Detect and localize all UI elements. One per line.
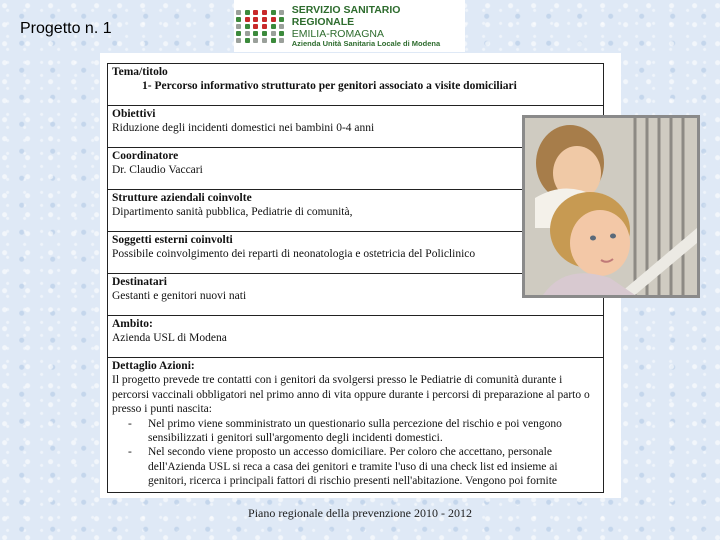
ssr-logo — [234, 0, 465, 52]
section-text: Gestanti e genitori nuovi nati — [112, 290, 247, 303]
children-illustration — [525, 118, 697, 295]
footer-text: Piano regionale della prevenzione 2010 - 2012 — [248, 506, 472, 520]
children-photo — [522, 115, 700, 298]
actions-list — [112, 417, 599, 489]
section-text: Riduzione degli incidenti domestici nei bambini 0-4 anni — [112, 122, 375, 135]
list-item: - Nel secondo viene proposto un accesso domiciliare. Per coloro che accettano, personale dell'Azienda USL si reca a casa dei genitori e tramite l'uso di una check list ed insieme ai genitori, ricerca i principali fattori di rischio presenti nell'abitazione. Vengono poi fornite — [142, 445, 599, 488]
slide-title: Progetto n. 1 — [20, 20, 112, 37]
section-heading: Obiettivi — [112, 108, 156, 120]
logo-grid-icon — [236, 3, 286, 49]
list-item: - Nel primo viene somministrato un questionario sulla percezione del rischio e poi vengono sensibilizzati i genitori sull'argomento degli incidenti domestici. — [142, 417, 599, 446]
section-heading: Tema/titolo — [112, 66, 168, 78]
section-heading: Coordinatore — [112, 150, 179, 162]
section-heading: Strutture aziendali coinvolte — [112, 192, 252, 204]
actions-heading: Dettaglio Azioni: — [112, 360, 195, 372]
section-text: 1- Percorso informativo strutturato per genitori associato a visite domiciliari — [142, 80, 517, 93]
section-heading: Soggetti esterni coinvolti — [112, 234, 233, 246]
table-row — [108, 64, 604, 106]
logo-line-1: SERVIZIO SANITARIO REGIONALE — [291, 3, 401, 28]
section-text: Possibile coinvolgimento dei reparti di neonatologia e ostetricia del Policlinico — [112, 248, 476, 261]
table-row — [108, 358, 604, 493]
logo-line-2: EMILIA-ROMAGNA — [291, 27, 384, 40]
section-heading: Ambito: — [112, 318, 153, 330]
section-text: Dipartimento sanità pubblica, Pediatrie di comunità, — [112, 206, 353, 219]
section-heading: Destinatari — [112, 276, 167, 288]
table-row — [108, 316, 604, 358]
section-text: Azienda USL di Modena — [112, 332, 227, 345]
actions-intro: Il progetto prevede tre contatti con i genitori da svolgersi presso le Pediatrie di comunità durante i percorsi vaccinali obbligatori nel primo anno di vita oppure durante i percorsi di preparazione al parto o presso i punti nascita: — [112, 374, 590, 416]
logo-line-3: Azienda Unità Sanitaria Locale di Modena — [291, 38, 441, 48]
logo-text — [292, 4, 465, 49]
section-text: Dr. Claudio Vaccari — [112, 164, 203, 177]
